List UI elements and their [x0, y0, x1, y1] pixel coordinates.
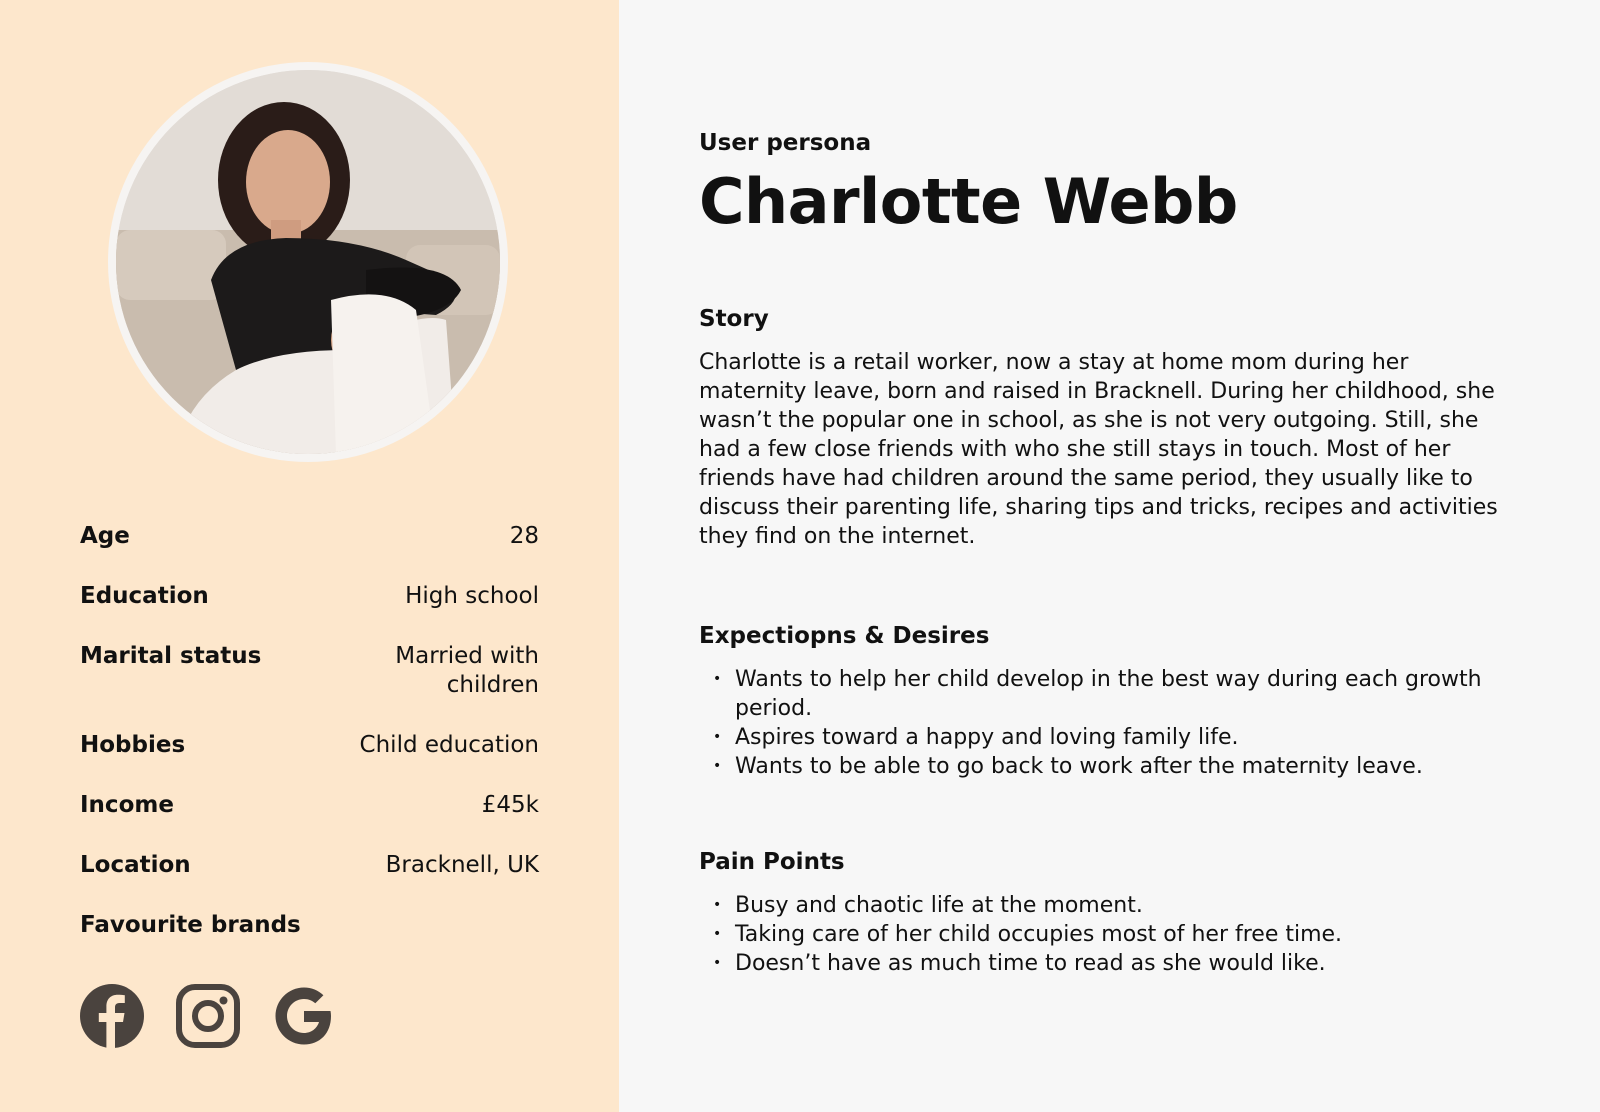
list-item: • Busy and chaotic life at the moment. [735, 891, 1519, 920]
facebook-icon[interactable] [80, 984, 144, 1048]
profile-photo [116, 70, 500, 454]
attribute-label: Income [80, 792, 174, 818]
attribute-label: Hobbies [80, 732, 186, 758]
brand-icons [80, 984, 336, 1048]
attribute-label: Age [80, 523, 130, 549]
attribute-hobbies [80, 731, 539, 760]
attribute-marital-status [80, 642, 539, 700]
avatar [108, 62, 508, 462]
attribute-income [80, 791, 539, 820]
details-content [699, 128, 1519, 978]
details-panel [619, 0, 1600, 1112]
attribute-location [80, 851, 539, 880]
portrait-illustration [116, 70, 500, 454]
list-item: • Wants to help her child develop in the best way during each growth period. [735, 665, 1519, 723]
attribute-value: £45k [481, 792, 539, 818]
persona-name: Charlotte Webb [699, 165, 1238, 238]
attribute-label: Location [80, 852, 191, 878]
list-item: • Aspires toward a happy and loving family life. [735, 723, 1519, 752]
instagram-icon[interactable] [176, 984, 240, 1048]
pain-points-list [699, 891, 1519, 978]
attribute-education [80, 582, 539, 611]
attribute-age [80, 522, 539, 551]
list-item: • Wants to be able to go back to work after the maternity leave. [735, 752, 1519, 781]
profile-panel [0, 0, 619, 1112]
attribute-value: Child education [359, 732, 539, 758]
favourite-brands-label: Favourite brands [80, 912, 301, 938]
google-icon[interactable] [272, 984, 336, 1048]
attribute-value: High school [405, 583, 539, 609]
story-text: Charlotte is a retail worker, now a stay at home mom during her maternity leave, born and raised in Bracknell. During her childhood, she wasn’t the popular one in school, as she is not very outgoing. Still, she had a few close friends with who she still stays in touch. Most of her friends have had children around the same period, they usually like to discuss their parenting life, sharing tips and tricks, recipes and activities they find on the internet. [699, 350, 1498, 549]
attribute-label: Marital status [80, 643, 262, 669]
attributes-list [80, 522, 539, 940]
pain-points-title: Pain Points [699, 849, 845, 875]
persona-eyebrow: User persona [699, 130, 872, 156]
expectations-title: Expectiopns & Desires [699, 623, 990, 649]
attribute-label: Education [80, 583, 209, 609]
attribute-value: 28 [509, 523, 539, 549]
attribute-value: Married with children [395, 643, 539, 698]
list-item: • Doesn’t have as much time to read as she would like. [735, 949, 1519, 978]
story-title: Story [699, 306, 769, 332]
list-item: • Taking care of her child occupies most of her free time. [735, 920, 1519, 949]
expectations-list [699, 665, 1519, 781]
attribute-value: Bracknell, UK [385, 852, 539, 878]
